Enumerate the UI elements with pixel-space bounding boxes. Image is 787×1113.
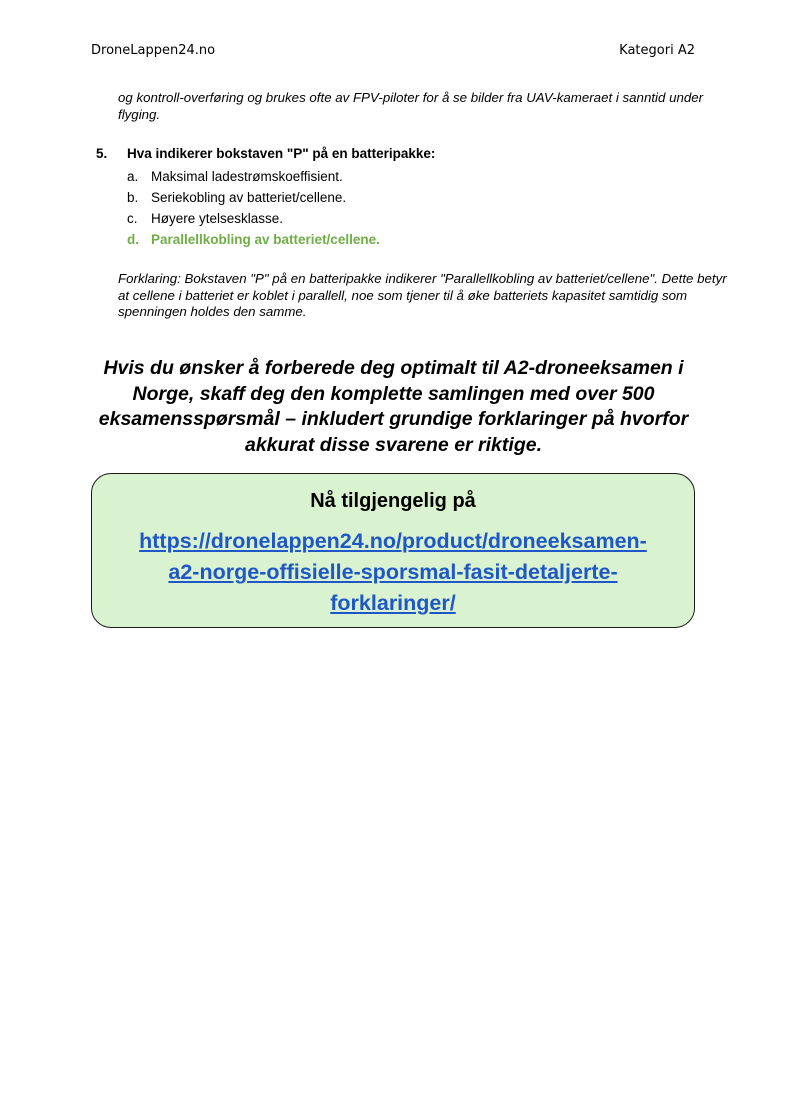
promo-line: akkurat disse svarene er riktige. [244,433,542,456]
cta-box [91,473,695,628]
answer-option-b [127,187,716,208]
promo-line: eksamensspørsmål – inkludert grundige forklaringer på hvorfor [98,408,689,430]
header-site-name: DroneLappen24.no [91,43,216,58]
promo-line: Hvis du ønsker å forberede deg optimalt til A2-droneeksamen i [103,357,684,379]
product-link-line: https://dronelappen24.no/product/droneeksamen- [139,529,647,553]
question-text: Hva indikerer bokstaven "P" på en batteripakke: [127,146,436,161]
question-heading [96,145,716,163]
header-category: Kategori A2 [619,43,695,58]
previous-explanation-text: og kontroll-overføring og brukes ofte av FPV-piloter for å se bilder fra UAV-kameraet i sanntid under flyging. [118,90,704,122]
option-letter: a. [127,169,139,184]
product-link-line: forklaringer/ [330,591,456,615]
option-letter: d. [127,232,139,247]
answer-options [127,166,716,250]
answer-option-d-correct [127,229,716,250]
answer-option-c [127,208,716,229]
option-text: Høyere ytelsesklasse. [151,211,284,226]
option-text: Maksimal ladestrømskoeffisient. [151,169,343,184]
product-link[interactable] [103,526,683,619]
option-text: Seriekobling av batteriet/cellene. [151,190,347,205]
question-number: 5. [96,146,108,161]
option-text: Parallellkobling av batteriet/cellene. [151,232,380,247]
cta-title: Nå tilgjengelig på [310,490,476,512]
promo-line: Norge, skaff deg den komplette samlingen med over 500 [132,382,655,405]
question-block [96,145,716,250]
promo-text [85,356,702,458]
answer-explanation: Forklaring: Bokstaven "P" på en batteripakke indikerer "Parallellkobling av batteriet/cellene". Dette betyr at cellene i batteriet er koblet i parallell, noe som tjener til å øke batteriets kapasitet samtidig som spenningen holdes den samme. [118,271,727,319]
product-link-line: a2-norge-offisielle-sporsmal-fasit-detaljerte- [168,560,618,584]
option-letter: c. [127,211,138,226]
answer-option-a [127,166,716,187]
option-letter: b. [127,190,139,205]
